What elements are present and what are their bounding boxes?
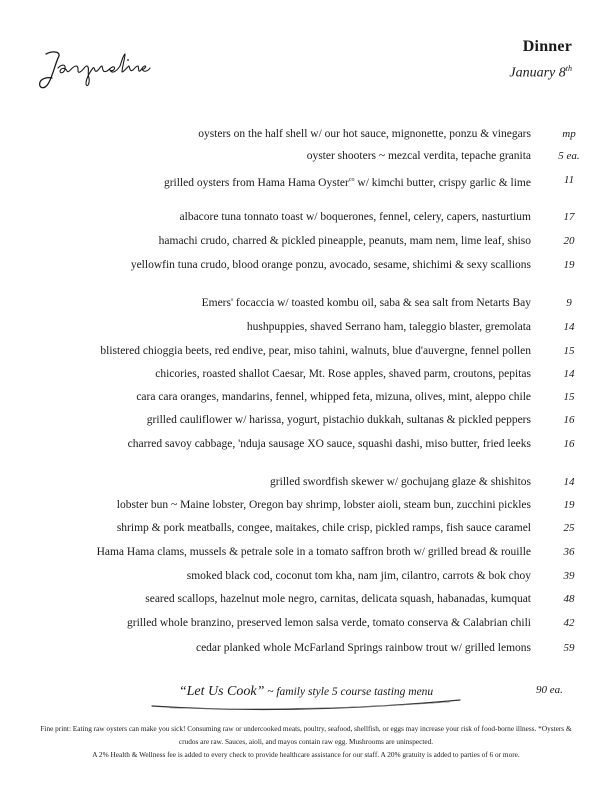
fine-print-health-warning: Fine print: Eating raw oysters can make you sick! Consuming raw or undercooked meats, poultry, seafood, shellfish, or eggs may increase your risk of food-borne illness. *Oysters & crudos are raw. Sauces, aioli, and mayos contain raw egg. Mushrooms are uninspected.: [40, 724, 572, 746]
menu-item-row: [20, 124, 592, 144]
menu-item-row: [20, 341, 592, 361]
menu-item-description: [100, 341, 531, 361]
menu-item-price: 19: [563, 499, 575, 511]
menu-item-row: [20, 542, 592, 562]
menu-item-row: [20, 589, 592, 609]
menu-item-description: [196, 638, 531, 658]
menu-item-row: [20, 231, 592, 251]
menu-item-price: 20: [563, 235, 575, 247]
menu-item-price: 11: [563, 174, 575, 186]
menu-item-text: cara cara oranges, mandarins, fennel, whipped feta, mizuna, olives, mint, aleppo chile: [136, 391, 531, 403]
menu-item-price: 16: [563, 414, 575, 426]
menu-item-text: oyster shooters ~ mezcal verdita, tepache granita: [306, 150, 531, 162]
tasting-menu-price: 90 ea.: [536, 684, 563, 696]
tasting-menu-title: “Let Us Cook”: [178, 684, 265, 699]
menu-item-description: [147, 410, 531, 430]
menu-item-price: 14: [563, 476, 575, 488]
menu-item-description: [131, 255, 531, 275]
menu-item-description: [247, 317, 531, 337]
menu-item-description: [128, 434, 531, 454]
menu-item-price: 16: [563, 438, 575, 450]
menu-item-description: [180, 207, 531, 227]
menu-item-description: [187, 566, 531, 586]
menu-item-description: [117, 495, 531, 515]
menu-item-description: [136, 387, 531, 407]
menu-item-price: 19: [563, 259, 575, 271]
menu-item-row: [20, 364, 592, 384]
menu-item-text-continued: w/ kimchi butter, crispy garlic & lime: [354, 176, 531, 189]
menu-item-text: Emers' focaccia w/ toasted kombu oil, saba & sea salt from Netarts Bay: [201, 297, 531, 309]
menu-item-text: charred savoy cabbage, 'nduja sausage XO sauce, squashi dashi, miso butter, fried leeks: [127, 438, 531, 450]
menu-item-text: grilled swordfish skewer w/ gochujang glaze & shishitos: [270, 476, 531, 488]
restaurant-logo: [32, 44, 152, 96]
menu-item-price: 14: [563, 368, 575, 380]
menu-item-row: [20, 255, 592, 275]
menu-item-description: [307, 146, 531, 166]
menu-item-text: grilled cauliflower w/ harissa, yogurt, pistachio dukkah, sultanas & pickled peppers: [146, 414, 531, 426]
menu-item-price: 25: [563, 522, 575, 534]
menu-item-text: shrimp & pork meatballs, congee, maitakes, chile crisp, pickled ramps, fish sauce caramel: [116, 522, 531, 534]
menu-title: Dinner: [522, 38, 572, 55]
menu-item-text: lobster bun ~ Maine lobster, Oregon bay shrimp, lobster aioli, steam bun, zucchini pickles: [116, 499, 531, 511]
menu-item-row: [20, 207, 592, 227]
menu-item-price: 5 ea.: [558, 150, 580, 162]
menu-item-row: [20, 434, 592, 454]
menu-item-text: grilled oysters from Hama Hama Oyster: [163, 176, 349, 189]
menu-item-text: albacore tuna tonnato toast w/ boquerones, fennel, celery, capers, nasturtium: [179, 211, 531, 223]
menu-item-text: oysters on the half shell w/ our hot sauce, mignonette, ponzu & vinegars: [198, 128, 531, 140]
menu-item-description: [117, 518, 531, 538]
menu-item-text: hushpuppies, shaved Serrano ham, taleggio blaster, gremolata: [246, 321, 531, 333]
menu-item-row: [20, 518, 592, 538]
menu-item-text: yellowfin tuna crudo, blood orange ponzu, avocado, sesame, shichimi & sexy scallions: [130, 259, 531, 271]
menu-item-description: [155, 364, 531, 384]
menu-item-text: grilled whole branzino, preserved lemon salsa verde, tomato conserva & Calabrian chili: [127, 617, 531, 629]
menu-item-row: [20, 613, 592, 633]
tasting-menu: [150, 682, 462, 712]
menu-item-price: 15: [563, 391, 575, 403]
menu-item-price: 59: [563, 642, 575, 654]
menu-item-price: mp: [562, 128, 576, 140]
menu-date-text: January 8: [509, 65, 566, 81]
menu-item-text: Hama Hama clams, mussels & petrale sole in a tomato saffron broth w/ grilled bread & rouille: [96, 546, 531, 558]
menu-item-text: blistered chioggia beets, red endive, pear, miso tahini, walnuts, blue d'auvergne, fennel pollen: [100, 345, 531, 357]
menu-item-description: [202, 293, 531, 313]
menu-item-row: [20, 387, 592, 407]
menu-item-superscript: co: [348, 177, 355, 183]
fine-print-fees: A 2% Health & Wellness fee is added to every check to provide healthcare assistance for our staff. A 20% gratuity is added to parties of 6 or more.: [92, 750, 520, 759]
menu-item-description: [127, 613, 531, 633]
menu-item-row: [20, 638, 592, 658]
menu-item-text: chicories, roasted shallot Caesar, Mt. Rose apples, shaved parm, croutons, pepitas: [155, 368, 531, 380]
menu-item-description: [97, 542, 531, 562]
menu-item-text: hamachi crudo, charred & pickled pineapple, peanuts, mam nem, lime leaf, shiso: [158, 235, 531, 247]
menu-item-price: 39: [563, 570, 575, 582]
menu-item-row: [20, 146, 592, 166]
menu-item-price: 36: [563, 546, 575, 558]
menu-item-row: [20, 293, 592, 313]
menu-item-row: [20, 410, 592, 430]
menu-item-price: 14: [563, 321, 575, 333]
jacqueline-script-logo: [32, 44, 152, 96]
menu-item-text: cedar planked whole McFarland Springs rainbow trout w/ grilled lemons: [195, 642, 531, 654]
menu-date: [509, 64, 572, 82]
menu-item-price: 9: [566, 297, 572, 309]
menu-item-description: [145, 589, 531, 609]
menu-item-row: [20, 495, 592, 515]
menu-item-description: [159, 231, 531, 251]
menu-item-price: 48: [563, 593, 575, 605]
menu-item-description: [198, 124, 531, 144]
menu-item-row: [20, 472, 592, 492]
fine-print: [34, 722, 578, 761]
menu-date-suffix: th: [565, 64, 572, 73]
menu-item-row: [20, 317, 592, 337]
menu-item-text: seared scallops, hazelnut mole negro, carnitas, delicata squash, habanadas, kumquat: [145, 593, 531, 605]
menu-item-description: [164, 170, 531, 193]
menu-item-row: [20, 170, 592, 190]
menu-item-price: 17: [563, 211, 575, 223]
menu-item-row: [20, 566, 592, 586]
menu-item-price: 15: [563, 345, 575, 357]
menu-item-text: smoked black cod, coconut tom kha, nam jim, cilantro, carrots & bok choy: [186, 570, 531, 582]
menu-item-description: [270, 472, 531, 492]
tasting-underline-swash: [150, 696, 462, 714]
menu-item-price: 42: [563, 617, 575, 629]
tasting-menu-description: ~ family style 5 course tasting menu: [264, 686, 434, 698]
